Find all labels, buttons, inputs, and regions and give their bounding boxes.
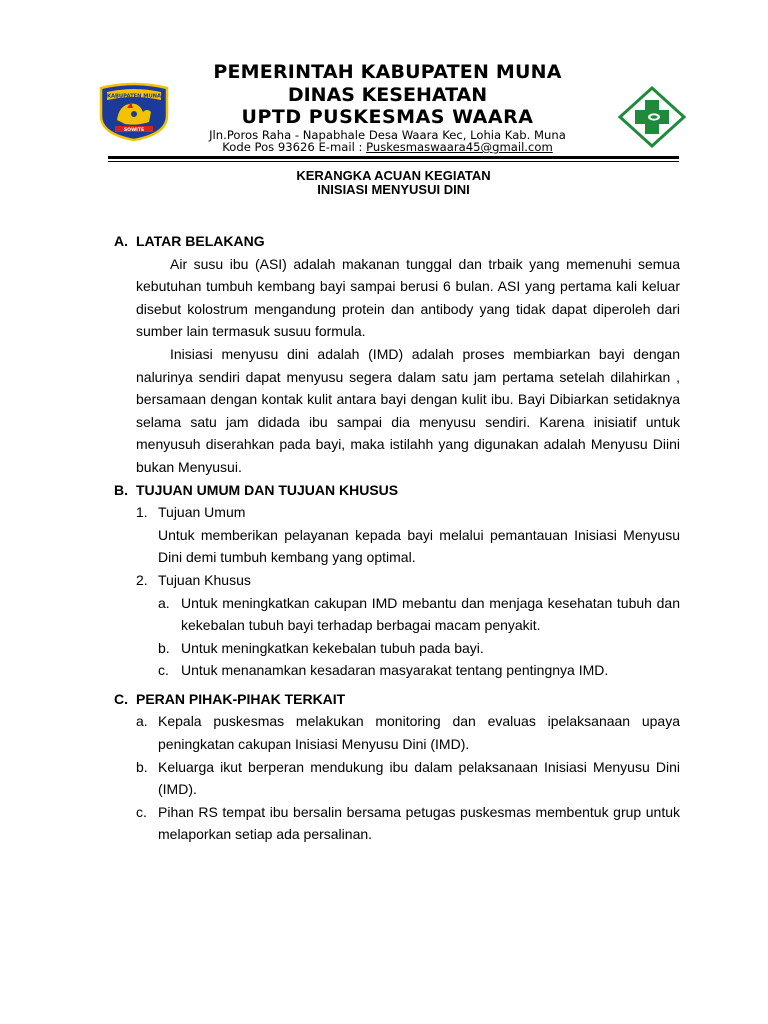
document-title: KERANGKA ACUAN KEGIATAN: [296, 168, 491, 183]
list-item-text: Untuk meningkatkan kekebalan tubuh pada bayi.: [181, 639, 484, 656]
document-subtitle: INISIASI MENYUSUI DINI: [317, 182, 470, 197]
list-item: [114, 710, 680, 755]
list-item-text: Kepala puskesmas melakukan monitoring dan evaluas ipelaksanaan upaya peningkatan cakupan Inisiasi Menyusu Dini (IMD).: [158, 713, 680, 753]
list-marker: a.: [158, 594, 170, 611]
svg-text:SOWITE: SOWITE: [123, 128, 145, 133]
paragraph: Air susu ibu (ASI) adalah makanan tunggal dan trbaik yang memenuhi semua kebutuhan tumbuh kembang bayi sampai berusi 6 bulan. ASI yang pertama kali keluar disebut kolostrum mengandung protein dan antibody yang tidak dapat diperoleh dari sumber lain termasuk susuu formula.: [136, 255, 680, 340]
section-heading-b: [114, 479, 680, 502]
list-marker: 2.: [136, 571, 148, 588]
list-item-text: Untuk meningkatkan cakupan IMD mebantu dan menjaga kesehatan tubuh dan kekebalan tubuh bayi terhadap berbagai macam penyakit.: [181, 594, 680, 634]
letterhead-rule-thin: [108, 161, 679, 162]
list-item: [114, 569, 680, 592]
sub-list-item: [114, 659, 680, 682]
section-title: PERAN PIHAK-PIHAK TERKAIT: [136, 690, 346, 707]
header-contact: [170, 140, 605, 154]
header-department: DINAS KESEHATAN: [287, 84, 488, 106]
section-marker: C.: [114, 690, 128, 707]
list-item-text: Pihan RS tempat ibu bersalin bersama petugas puskesmas membentuk grup untuk melaporkan setiap ada persalinan.: [158, 803, 680, 843]
list-marker: 1.: [136, 504, 148, 521]
sub-list-item: [114, 592, 680, 637]
letterhead-rule-thick: [108, 156, 679, 159]
kabupaten-muna-emblem: [97, 82, 171, 142]
section-marker: A.: [114, 233, 128, 249]
section-heading-a: [114, 230, 680, 253]
list-item-body: Untuk memberikan pelayanan kepada bayi melalui pemantauan Inisiasi Menyusu Dini demi tumbuh kembang yang optimal.: [158, 526, 680, 566]
list-item-title: Tujuan Khusus: [158, 571, 251, 588]
list-marker: c.: [136, 803, 147, 820]
list-item-text: Keluarga ikut berperan mendukung ibu dalam pelaksanaan Inisiasi Menyusu Dini (IMD).: [158, 758, 680, 798]
header-government: PEMERINTAH KABUPATEN MUNA: [213, 61, 562, 83]
section-title: TUJUAN UMUM DAN TUJUAN KHUSUS: [136, 481, 399, 498]
section-title: LATAR BELAKANG: [136, 233, 265, 249]
letterhead: [0, 0, 768, 170]
puskesmas-cross-logo: [618, 86, 686, 148]
list-item: [114, 756, 680, 801]
section-heading-c: [114, 688, 680, 711]
list-item: [114, 801, 680, 846]
list-marker: b.: [158, 639, 170, 656]
header-address: Jln.Poros Raha - Napabhale Desa Waara Kec, Lohia Kab. Muna: [209, 128, 566, 142]
sub-list-item: [114, 637, 680, 660]
header-email-link[interactable]: Puskesmaswaara45@gmail.com: [366, 140, 553, 154]
document-body: [114, 230, 680, 846]
section-marker: B.: [114, 481, 128, 498]
list-marker: c.: [158, 662, 169, 679]
header-postal: Kode Pos 93626 E-mail :: [222, 140, 367, 154]
list-item: [114, 501, 680, 524]
svg-text:KABUPATEN MUNA: KABUPATEN MUNA: [106, 93, 162, 100]
header-institution: UPTD PUSKESMAS WAARA: [241, 106, 534, 128]
paragraph: Inisiasi menyusu dini adalah (IMD) adalah proses membiarkan bayi dengan nalurinya sendiri dapat menyusu segera dalam satu jam pertama setelah dilahirkan , bersamaan dengan kontak kulit antara bayi dengan kulit ibu. Bayi Dibiarkan setidaknya selama satu jam didada ibu sampai dia menyusu sendiri. Karena inisiatif untuk menyusuh diserahkan pada bayi, maka istilahh yang digunakan adalah Menyusu Diini bukan Menyusui.: [136, 345, 680, 475]
list-item-title: Tujuan Umum: [158, 504, 246, 521]
list-item-text: Untuk menanamkan kesadaran masyarakat tentang pentingnya IMD.: [181, 662, 609, 679]
list-marker: b.: [136, 758, 148, 775]
list-marker: a.: [136, 713, 148, 730]
